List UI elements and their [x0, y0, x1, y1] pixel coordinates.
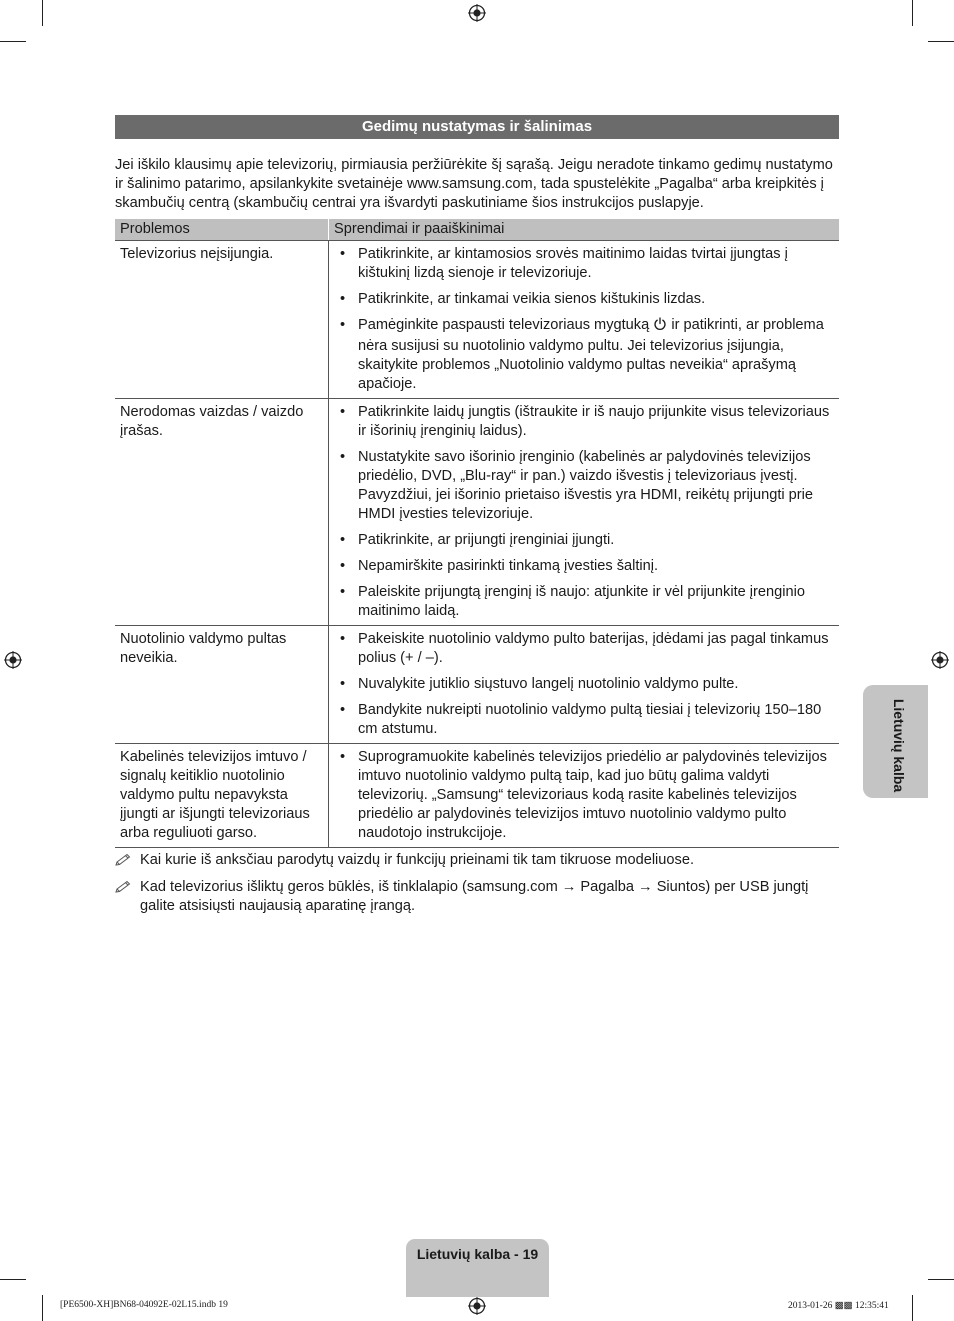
solution-item: [337, 316, 834, 394]
table-row: [115, 399, 839, 626]
table-row: [115, 241, 839, 399]
solution-item: • Suprogramuokite kabelinės televizijos priedėlio ar palydovinės televizijos imtuvo nuotolinio valdymo pultą taip, kad juo būtų galima valdyti televizorių. „Samsung“ televizoriaus kodą rasite kabelinės televizijos priedėlio ar palydovinės televizijos imtuvo nuotolinio valdymo pulto naudotojo instrukcijoje.: [337, 748, 834, 843]
registration-mark-icon: [468, 4, 486, 22]
solution-item: • Nuvalykite jutiklio siųstuvo langelį nuotolinio valdymo pulte.: [337, 675, 834, 694]
note-item: [115, 878, 839, 916]
registration-mark-icon: [468, 1297, 486, 1315]
solution-item: • Patikrinkite, ar prijungti įrenginiai įjungti.: [337, 531, 834, 550]
pencil-note-icon: [115, 880, 133, 900]
troubleshooting-table: [115, 219, 839, 848]
problem-cell: Televizorius neįsijungia.: [115, 241, 329, 399]
solution-item: • Nepamirškite pasirinkti tinkamą įvesties šaltinį.: [337, 557, 834, 576]
page-number-tab: Lietuvių kalba - 19: [406, 1239, 549, 1297]
language-side-tab-label: Lietuvių kalba: [891, 698, 907, 793]
solution-item: • Bandykite nukreipti nuotolinio valdymo pultą tiesiai į televizorių 150–180 cm atstumu.: [337, 701, 834, 739]
table-row: [115, 744, 839, 848]
crop-mark: [0, 1279, 26, 1280]
solution-item: • Patikrinkite, ar kintamosios srovės maitinimo laidas tvirtai įjungtas į kištukinį lizdą sienoje ir televizoriuje.: [337, 245, 834, 283]
language-side-tab: [863, 685, 928, 798]
table-header-row: [115, 219, 839, 241]
solutions-cell: [329, 241, 840, 399]
problem-cell: Nerodomas vaizdas / vaizdo įrašas.: [115, 399, 329, 626]
note-text: Kad televizorius išliktų geros būklės, iš tinklalapio (samsung.com → Pagalba → Siuntos) per USB jungtį galite atsisiųsti naujausią aparatinę įrangą.: [140, 879, 809, 914]
print-footer-file: [PE6500-XH]BN68-04092E-02L15.indb 19: [60, 1300, 228, 1310]
column-header-problems: Problemos: [115, 219, 329, 241]
crop-mark: [42, 0, 43, 26]
note-item: [115, 851, 839, 870]
registration-mark-icon: [931, 651, 949, 669]
solutions-cell: [329, 399, 840, 626]
table-row: [115, 626, 839, 744]
crop-mark: [0, 41, 26, 42]
registration-mark-icon: [4, 651, 22, 669]
note-text: Kai kurie iš anksčiau parodytų vaizdų ir funkcijų prieinami tik tam tikruose modeliuose.: [140, 852, 694, 868]
intro-paragraph: Jei iškilo klausimų apie televizorių, pirmiausia peržiūrėkite šį sąrašą. Jeigu neradote tinkamo gedimų nustatymo ir šalinimo patarimo, apsilankykite svetainėje www.samsung.com, tada spustelėkite „Pagalba“ arba kreipkitės į skambučių centrą (skambučių centrai yra išvardyti paskutiniame šios instrukcijos puslapyje.: [115, 157, 833, 211]
problem-cell: Kabelinės televizijos imtuvo / signalų keitiklio nuotolinio valdymo pultu nepavyksta įjungti ar išjungti televizoriaus arba reguliuoti garso.: [115, 744, 329, 848]
solution-item: • Nustatykite savo išorinio įrenginio (kabelinės ar palydovinės televizijos priedėlio, DVD, „Blu-ray“ ir pan.) vaizdo išvestis į televizoriaus įvestį. Pavyzdžiui, jei išorinio prietaiso išvestis yra HDMI, reikėtų prijungti prie HMDI įvesties televizoriuje.: [337, 448, 834, 524]
pencil-note-icon: [115, 853, 133, 873]
notes-section: [115, 851, 839, 924]
solution-item: • Paleiskite prijungtą įrenginį iš naujo: atjunkite ir vėl prijunkite įrenginio maitinimo laidą.: [337, 583, 834, 621]
solutions-cell: [329, 626, 840, 744]
solution-item: • Pakeiskite nuotolinio valdymo pulto baterijas, įdėdami jas pagal tinkamus polius (+ / –).: [337, 630, 834, 668]
print-footer-timestamp: 2013-01-26 ▩▩ 12:35:41: [788, 1301, 889, 1311]
problem-cell: Nuotolinio valdymo pultas neveikia.: [115, 626, 329, 744]
crop-mark: [912, 0, 913, 26]
solution-text: ir patikrinti, ar problema nėra susijusi su nuotolinio valdymo pultu. Jei televizorius įsijungia, skaitykite problemos „Nuotolinio valdymo pultas neveikia“ aprašymą apačioje.: [358, 317, 824, 392]
crop-mark: [928, 41, 954, 42]
solution-text: Pamėginkite paspausti televizoriaus mygtuką: [358, 317, 650, 333]
solution-item: • Patikrinkite laidų jungtis (ištraukite ir iš naujo prijunkite visus televizoriaus ir išorinių įrenginių laidus).: [337, 403, 834, 441]
solutions-cell: [329, 744, 840, 848]
crop-mark: [928, 1279, 954, 1280]
crop-mark: [912, 1295, 913, 1321]
crop-mark: [42, 1295, 43, 1321]
section-title: Gedimų nustatymas ir šalinimas: [115, 115, 839, 139]
power-icon: [653, 317, 667, 337]
column-header-solutions: Sprendimai ir paaiškinimai: [329, 219, 840, 241]
solution-item: • Patikrinkite, ar tinkamai veikia sienos kištukinis lizdas.: [337, 290, 834, 309]
